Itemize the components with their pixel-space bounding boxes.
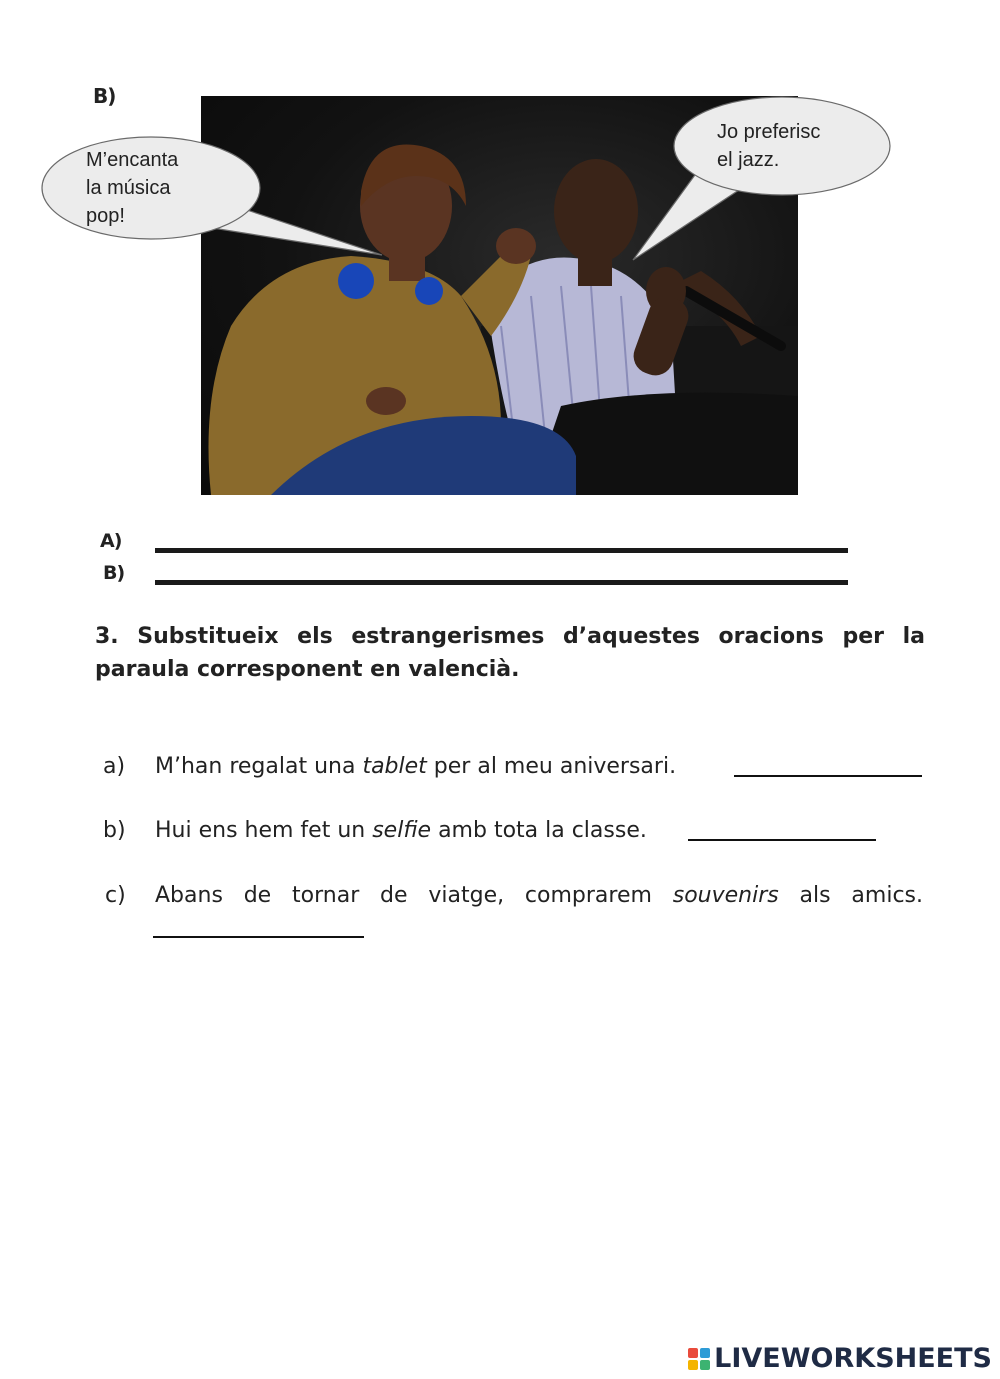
item-c-blank[interactable]: [153, 936, 364, 938]
answer-line-a[interactable]: [155, 548, 848, 553]
question-3-prompt: 3. Substitueix els estrangerismes d’aquestes oracions per la paraula corresponent en valencià.: [95, 624, 925, 682]
item-a-blank[interactable]: [734, 775, 922, 777]
answer-label-b: B): [103, 562, 125, 584]
item-a-letter: a): [103, 754, 126, 779]
item-a-sentence: M’han regalat una tablet per al meu aniversari.: [155, 754, 677, 779]
item-b-letter: b): [103, 818, 126, 843]
photo-label-b: B): [93, 84, 116, 108]
brand-text: LIVEWORKSHEETS: [714, 1343, 992, 1374]
speech-bubble-right-text: Jo preferisc el jazz.: [717, 121, 821, 171]
item-c-letter: c): [105, 883, 126, 908]
item-c-sentence: Abans de tornar de viatge, comprarem souvenirs als amics.: [155, 883, 923, 908]
answer-label-a: A): [100, 530, 122, 552]
liveworksheets-logo: [688, 1343, 992, 1374]
liveworksheets-logo-icon: [688, 1348, 710, 1370]
item-b-blank[interactable]: [688, 839, 876, 841]
answer-line-b[interactable]: [155, 580, 848, 585]
item-b-sentence: Hui ens hem fet un selfie amb tota la classe.: [155, 818, 647, 843]
speech-bubble-left-text: M’encanta la música pop!: [86, 149, 179, 227]
